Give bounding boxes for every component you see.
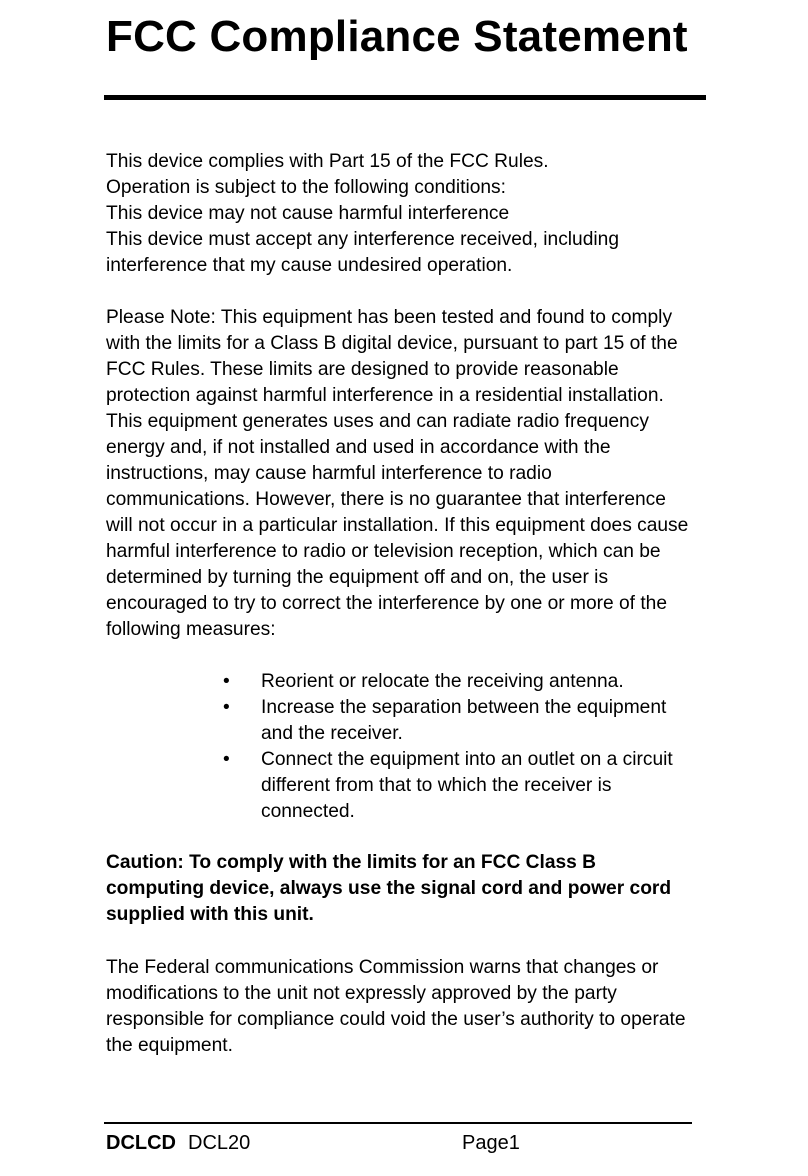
intro-line: interference that my cause undesired operation. bbox=[106, 255, 513, 276]
note-line: communications. However, there is no guarantee that interference bbox=[106, 489, 666, 510]
warning-line: modifications to the unit not expressly approved by the party bbox=[106, 983, 617, 1004]
intro-paragraph bbox=[106, 149, 706, 279]
caution-line: supplied with this unit. bbox=[106, 904, 314, 925]
intro-line: Operation is subject to the following conditions: bbox=[106, 177, 506, 198]
list-item bbox=[220, 747, 700, 825]
note-line: instructions, may cause harmful interference to radio bbox=[106, 463, 552, 484]
intro-line: This device complies with Part 15 of the FCC Rules. bbox=[106, 151, 549, 172]
list-item-line: Reorient or relocate the receiving antenna. bbox=[261, 671, 624, 692]
footer-divider bbox=[104, 1122, 692, 1124]
list-item-line: Connect the equipment into an outlet on a circuit bbox=[261, 749, 673, 770]
bullet-icon: • bbox=[223, 749, 230, 770]
note-line: encouraged to try to correct the interference by one or more of the bbox=[106, 593, 668, 614]
note-line: protection against harmful interference in a residential installation. bbox=[106, 385, 664, 406]
note-line: This equipment generates uses and can radiate radio frequency bbox=[106, 411, 649, 432]
note-line: determined by turning the equipment off and on, the user is bbox=[106, 567, 609, 588]
footer-brand: DCLCD bbox=[106, 1132, 176, 1154]
measures-list bbox=[220, 669, 700, 825]
list-item-line: connected. bbox=[261, 801, 355, 822]
list-item bbox=[220, 695, 700, 747]
list-item bbox=[220, 669, 700, 695]
note-line: with the limits for a Class B digital device, pursuant to part 15 of the bbox=[106, 333, 678, 354]
bullet-icon: • bbox=[223, 671, 230, 692]
note-paragraph bbox=[106, 305, 706, 643]
list-item-line: different from that to which the receiver is bbox=[261, 775, 612, 796]
page-title: FCC Compliance Statement bbox=[106, 12, 688, 61]
warning-line: The Federal communications Commission warns that changes or bbox=[106, 957, 659, 978]
note-line: following measures: bbox=[106, 619, 276, 640]
intro-line: This device may not cause harmful interference bbox=[106, 203, 510, 224]
note-line: Please Note: This equipment has been tested and found to comply bbox=[106, 307, 673, 328]
bullet-icon: • bbox=[223, 697, 230, 718]
note-line: FCC Rules. These limits are designed to provide reasonable bbox=[106, 359, 619, 380]
list-item-line: and the receiver. bbox=[261, 723, 403, 744]
page-footer bbox=[106, 1130, 706, 1156]
caution-line: Caution: To comply with the limits for an FCC Class B bbox=[106, 852, 597, 873]
caution-paragraph bbox=[106, 850, 706, 928]
page-number: Page1 bbox=[462, 1132, 520, 1154]
title-divider bbox=[104, 95, 706, 100]
intro-line: This device must accept any interference received, including bbox=[106, 229, 619, 250]
caution-line: computing device, always use the signal cord and power cord bbox=[106, 878, 672, 899]
note-line: energy and, if not installed and used in accordance with the bbox=[106, 437, 611, 458]
footer-model: DCL20 bbox=[188, 1132, 251, 1154]
warning-paragraph bbox=[106, 955, 706, 1059]
note-line: will not occur in a particular installation. If this equipment does cause bbox=[106, 515, 689, 536]
warning-line: responsible for compliance could void the user’s authority to operate bbox=[106, 1009, 686, 1030]
list-item-line: Increase the separation between the equipment bbox=[261, 697, 667, 718]
note-line: harmful interference to radio or television reception, which can be bbox=[106, 541, 661, 562]
warning-line: the equipment. bbox=[106, 1035, 233, 1056]
